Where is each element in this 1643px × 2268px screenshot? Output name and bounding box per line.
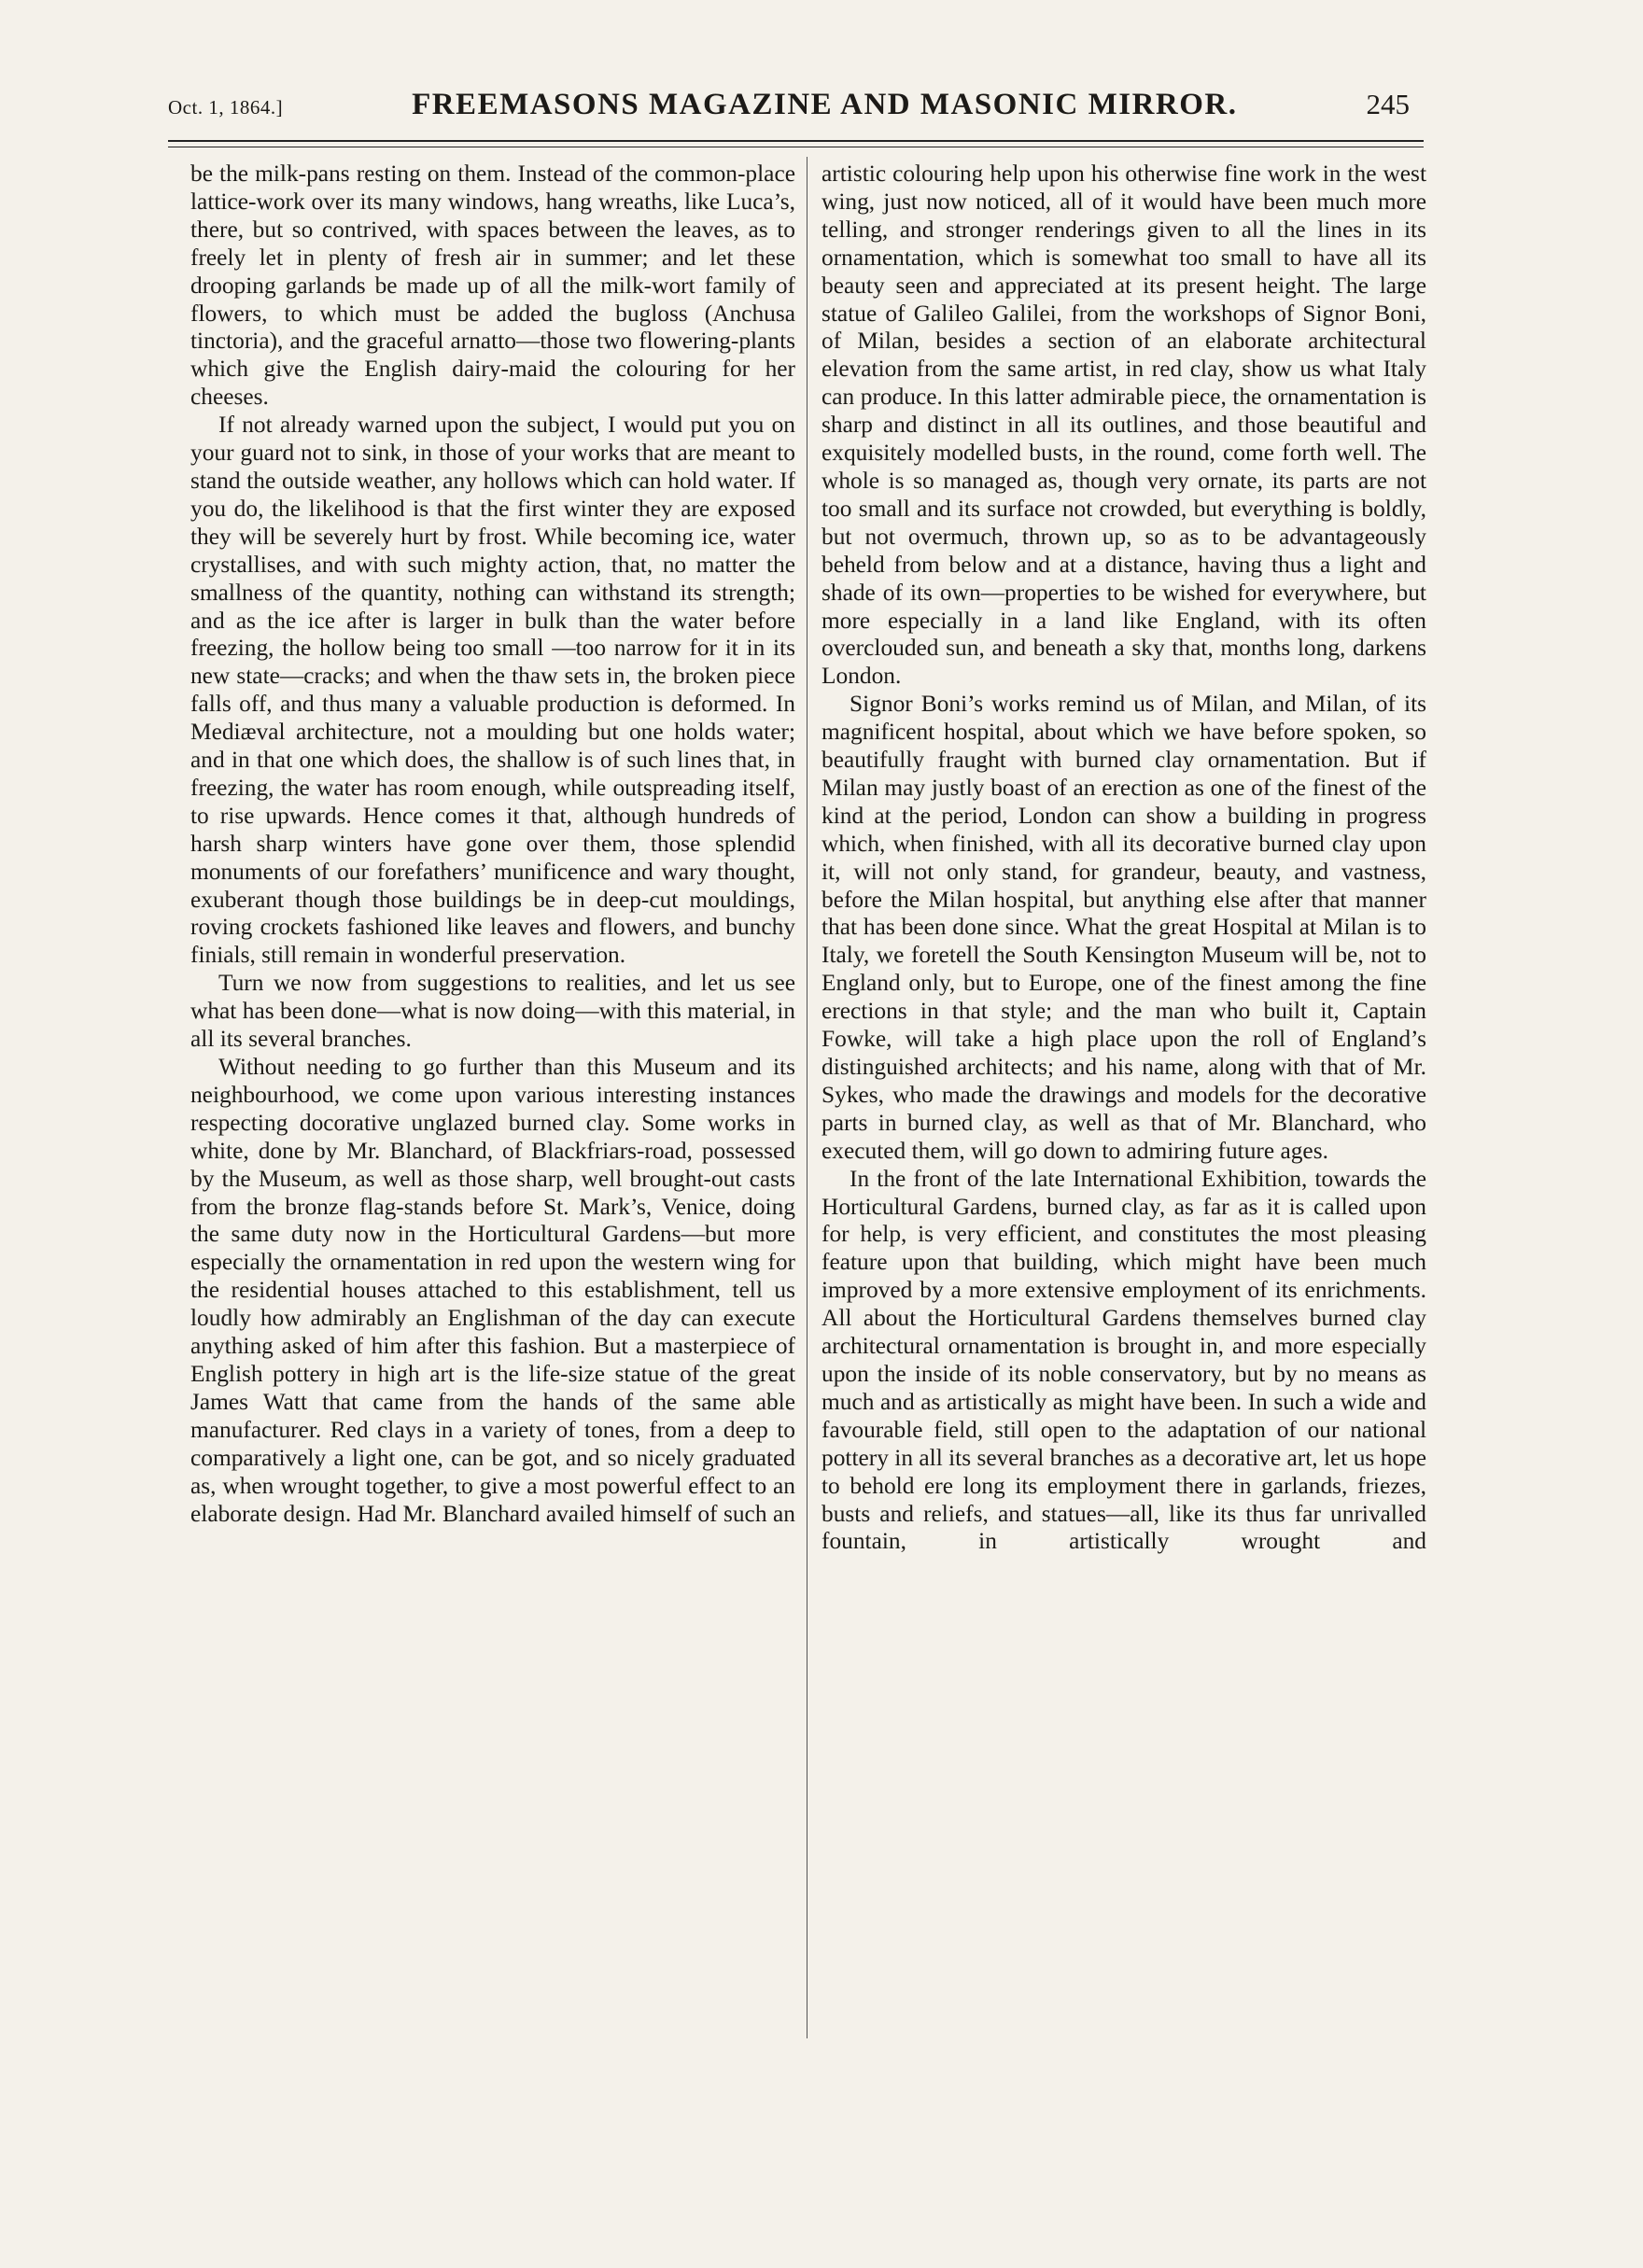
header-rule-thick bbox=[168, 140, 1424, 142]
issue-date: Oct. 1, 1864.] bbox=[168, 96, 284, 119]
running-head bbox=[168, 88, 1410, 122]
paragraph: Turn we now from suggestions to realities, and let us see what has been done—what is now doing—with this material, in all its several branches. bbox=[190, 970, 795, 1053]
magazine-title: FREEMASONS MAGAZINE AND MASONIC MIRROR. bbox=[412, 88, 1238, 121]
paragraph: Signor Boni’s works remind us of Milan, and Milan, of its magnificent hospital, about which we have before spoken, so beautifully fraught with burned clay ornamentation. But if Milan may justly boast of an erection as one of the finest of the kind at the period, London can show a building in progress which, when finished, with all its decorative burned clay upon it, will not only stand, for grandeur, beauty, and vastness, before the Milan hospital, but anything else after that manner that has been done since. What the great Hospital at Milan is to Italy, we foretell the South Kensington Museum will be, not to England only, but to Europe, one of the finest among the fine erections in that style; and the man who built it, Captain Fowke, will take a high place upon the roll of England’s distinguished architects; and his name, along with that of Mr. Sykes, who made the drawings and models for the decorative parts in burned clay, as well as that of Mr. Blanchard, who executed them, will go down to admiring future ages. bbox=[822, 691, 1426, 1164]
paragraph: Without needing to go further than this Museum and its neighbourhood, we come upon various interesting instances respecting docorative unglazed burned clay. Some works in white, done by Mr. Blanchard, of Blackfriars-road, possessed by the Museum, as well as those sharp, well brought-out casts from the bronze flag-stands before St. Mark’s, Venice, doing the same duty now in the Horticultural Gardens—but more especially the ornamentation in red upon the western wing for the residential houses attached to this establishment, tell us loudly how admirably an Englishman of the day can execute anything asked of him after this fashion. But a masterpiece of English pottery in high art is the life-size statue of the great James Watt that came from the hands of the same able manufacturer. Red clays in a variety of tones, from a deep to comparatively a light one, can be got, and so nicely graduated as, when wrought together, to give a most powerful effect to an elaborate design. Had Mr. Blanchard availed himself of such an bbox=[190, 1054, 795, 1527]
right-column bbox=[822, 161, 1426, 1556]
paragraph: If not already warned upon the subject, I would put you on your guard not to sink, in those of your works that are meant to stand the outside weather, any hollows which can hold water. If you do, the likelihood is that the first winter they are exposed they will be severely hurt by frost. While becoming ice, water crystallises, and with such mighty action, that, no matter the smallness of the quantity, nothing can withstand its strength; and as the ice after is larger in bulk than the water before freezing, the hollow being too small —too narrow for it in its new state—cracks; and when the thaw sets in, the broken piece falls off, and thus many a valuable production is deformed. In Mediæval architecture, not a moulding but one holds water; and in that one which does, the shallow is of such lines that, in freezing, the water has room enough, while outspreading itself, to rise upwards. Hence comes it that, although hundreds of harsh sharp winters have gone over them, those splendid monuments of our forefathers’ munificence and wary thought, exuberant though those buildings be in deep-cut mouldings, roving crockets fashioned like leaves and flowers, and bunchy finials, still remain in wonderful preservation. bbox=[190, 412, 795, 969]
paragraph: be the milk-pans resting on them. Instead of the common-place lattice-work over its many windows, hang wreaths, like Luca’s, there, but so contrived, with spaces between the leaves, as to freely let in plenty of fresh air in summer; and let these drooping garlands be made up of all the milk-wort family of flowers, to which must be added the bugloss (Anchusa tinctoria), and the graceful arnatto—those two flowering-plants which give the English dairy-maid the colouring for her cheeses. bbox=[190, 161, 795, 411]
paragraph: In the front of the late International Exhibition, towards the Horticultural Gardens, burned clay, as far as it is called upon for help, is very efficient, and constitutes the most pleasing feature upon that building, which might have been much improved by a more extensive employment of its enrichments. All about the Horticultural Gardens themselves burned clay architectural ornamentation is brought in, and more especially upon the inside of its noble conservatory, but by no means as much and as artistically as might have been. In such a wide and favourable field, still open to the adaptation of our national pottery in all its several branches as a decorative art, let us hope to behold ere long its employment there in garlands, friezes, busts and reliefs, and statues—all, like its thus far unrivalled fountain, in artistically wrought and bbox=[822, 1165, 1426, 1555]
paragraph: artistic colouring help upon his otherwise fine work in the west wing, just now noticed, all of it would have been much more telling, and stronger renderings given to all the lines in its ornamentation, which is somewhat too small to have all its beauty seen and appreciated at its present height. The large statue of Galileo Galilei, from the workshops of Signor Boni, of Milan, besides a section of an elaborate architectural elevation from the same artist, in red clay, show us what Italy can produce. In this latter admirable piece, the ornamentation is sharp and distinct in all its outlines, and those beautiful and exquisitely modelled busts, in the round, come forth well. The whole is so managed as, though very ornate, its parts are not too small and its surface not crowded, but everything is boldly, but not overmuch, thrown up, so as to be advantageously beheld from below and at a distance, having thus a light and shade of its own—properties to be wished for everywhere, but more especially in a land like England, with its often overclouded sun, and beneath a sky that, months long, darkens London. bbox=[822, 161, 1426, 690]
page-number: 245 bbox=[1366, 88, 1410, 120]
left-column bbox=[190, 161, 795, 1528]
